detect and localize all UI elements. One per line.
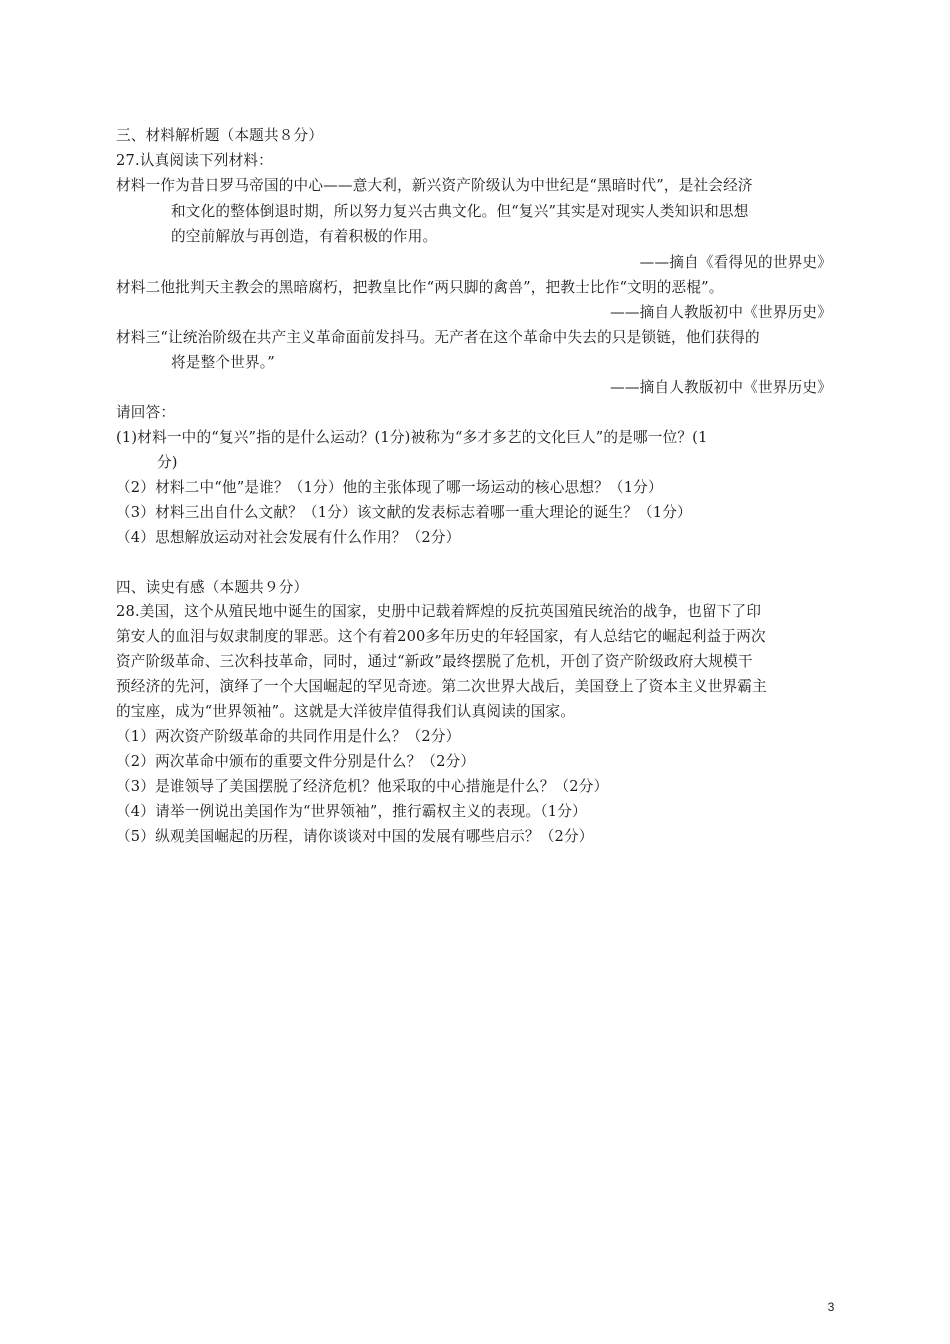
- question-28-2: （2）两次革命中颁布的重要文件分别是什么？（2分）: [116, 753, 476, 770]
- section4-heading: 四、读史有感（本题共９分）: [116, 579, 309, 596]
- question-28-passage-line4: 预经济的先河，演绎了一个大国崛起的罕见奇迹。第二次世界大战后，美国登上了资本主义世界霸主: [116, 678, 767, 695]
- question-28-3: （3）是谁领导了美国摆脱了经济危机？他采取的中心措施是什么？（2分）: [116, 778, 609, 795]
- material2-source: ——摘自人教版初中《世界历史》: [610, 304, 832, 321]
- question-28-passage-line1: 28.美国，这个从殖民地中诞生的国家，史册中记载着辉煌的反抗英国殖民统治的战争，也留下了印: [116, 603, 762, 620]
- question-28-5: （5）纵观美国崛起的历程，请你谈谈对中国的发展有哪些启示？（2分）: [116, 828, 594, 845]
- material1-line1: 材料一作为昔日罗马帝国的中心——意大利，新兴资产阶级认为中世纪是“黑暗时代”，是社会经济: [116, 177, 753, 194]
- question-28-4: （4）请举一例说出美国作为“世界领袖”，推行霸权主义的表现。（1分）: [116, 803, 587, 820]
- page-number: 3: [827, 1300, 835, 1314]
- question-28-passage-line3: 资产阶级革命、三次科技革命，同时，通过“新政”最终摆脱了危机，开创了资产阶级政府大规模干: [116, 653, 753, 670]
- question-27-3: （3）材料三出自什么文献？（1分）该文献的发表标志着哪一重大理论的诞生？（1分）: [116, 504, 692, 521]
- material3-source: ——摘自人教版初中《世界历史》: [610, 379, 832, 396]
- section3-heading: 三、材料解析题（本题共８分）: [116, 127, 324, 144]
- material3-line1: 材料三“让统治阶级在共产主义革命面前发抖马。无产者在这个革命中失去的只是锁链，他们获得的: [116, 329, 760, 346]
- material1-source: ——摘自《看得见的世界史》: [639, 254, 832, 271]
- material2-line1: 材料二他批判天主教会的黑暗腐朽，把教皇比作“两只脚的禽兽”，把教士比作“文明的恶棍”。: [116, 279, 724, 296]
- question-28-passage-line2: 第安人的血泪与奴隶制度的罪恶。这个有着200多年历史的年轻国家，有人总结它的崛起利益于两次: [116, 628, 766, 645]
- question-27-4: （4）思想解放运动对社会发展有什么作用？（2分）: [116, 529, 461, 546]
- question-27-prompt: 27.认真阅读下列材料：: [116, 152, 273, 169]
- question-27-1-line2: 分): [157, 454, 178, 471]
- question-28-passage-line5: 的宝座，成为“世界领袖”。这就是大洋彼岸值得我们认真阅读的国家。: [116, 703, 576, 720]
- material1-line3: 的空前解放与再创造，有着积极的作用。: [171, 228, 438, 245]
- question-27-2: （2）材料二中“他”是谁？（1分）他的主张体现了哪一场运动的核心思想？（1分）: [116, 479, 663, 496]
- question-28-1: （1）两次资产阶级革命的共同作用是什么？（2分）: [116, 728, 461, 745]
- material1-line2: 和文化的整体倒退时期，所以努力复兴古典文化。但“复兴”其实是对现实人类知识和思想: [171, 203, 749, 220]
- answer-prompt: 请回答：: [116, 404, 176, 421]
- material3-line2: 将是整个世界。”: [171, 354, 275, 371]
- question-27-1-line1: (1)材料一中的“复兴”指的是什么运动？(1分)被称为“多才多艺的文化巨人”的是哪一位？(1: [116, 429, 708, 446]
